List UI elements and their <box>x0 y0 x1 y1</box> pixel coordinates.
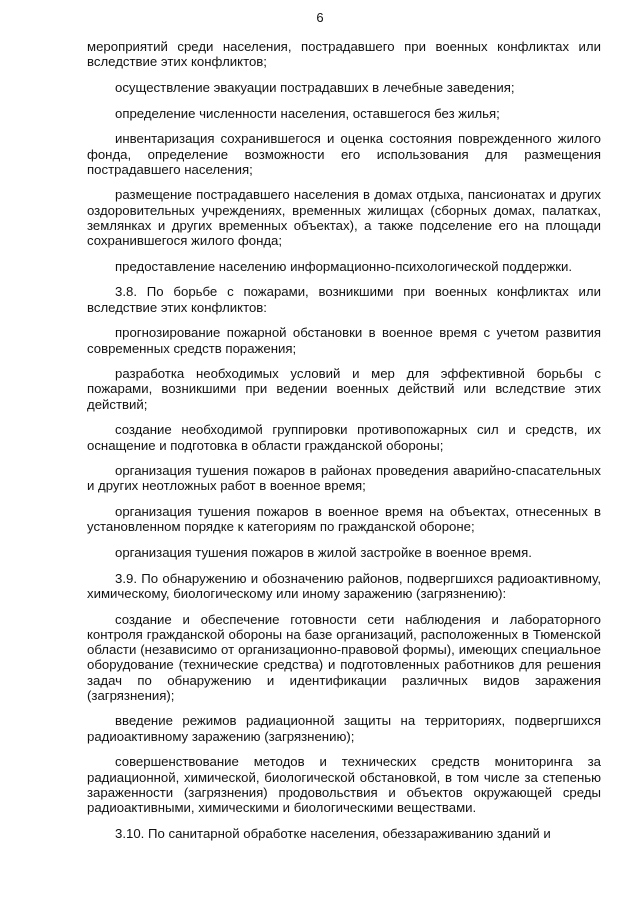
paragraph: совершенствование методов и технических средств мониторинга за радиационной, химической, биологической обстановкой, в том числе за степенью зараженности (загрязнения) продовольствия и объектов окружающей среды радиоактивными, химическими и биологическими веществами. <box>87 754 601 815</box>
section-heading-3-8: 3.8. По борьбе с пожарами, возникшими при военных конфликтах или вследствие этих конфликтов: <box>87 284 601 315</box>
section-heading-3-10: 3.10. По санитарной обработке населения, обеззараживанию зданий и <box>115 825 551 841</box>
paragraph: разработка необходимых условий и мер для эффективной борьбы с пожарами, возникшими при ведении военных действий или вследствие этих действий; <box>87 366 601 412</box>
paragraph: создание и обеспечение готовности сети наблюдения и лабораторного контроля гражданской обороны на базе организаций, расположенных в Тюменской области (независимо от организационно-правовой формы), имеющих специальное оборудование (технические средства) и подготовленных работников для решения задач по обнаружению и идентификации различных видов заражения (загрязнения); <box>87 611 601 703</box>
paragraph-continuation: мероприятий среди населения, пострадавшего при военных конфликтах или вследствие этих конфликтов; <box>87 39 601 70</box>
paragraph: определение численности населения, оставшегося без жилья; <box>115 105 500 121</box>
paragraph: предоставление населению информационно-психологической поддержки. <box>115 258 573 274</box>
paragraph: прогнозирование пожарной обстановки в военное время с учетом развития современных средств поражения; <box>87 325 601 356</box>
page-number: 6 <box>316 10 324 25</box>
paragraph: организация тушения пожаров в жилой застройке в военное время. <box>115 545 532 561</box>
section-heading-3-9: 3.9. По обнаружению и обозначению районов, подвергшихся радиоактивному, химическому, биологическому или иному заражению (загрязнению): <box>87 570 601 601</box>
document-body <box>87 39 601 841</box>
paragraph: организация тушения пожаров в военное время на объектах, отнесенных в установленном порядке к категориям по гражданской обороне; <box>87 504 601 535</box>
paragraph: введение режимов радиационной защиты на территориях, подвергшихся радиоактивному заражению (загрязнению); <box>87 713 601 744</box>
paragraph: осуществление эвакуации пострадавших в лечебные заведения; <box>115 79 515 95</box>
paragraph: размещение пострадавшего населения в домах отдыха, пансионатах и других оздоровительных учреждениях, временных жилищах (сборных домах, палатках, землянках и других временных объектах), а также подселение его на площади сохранившегося жилого фонда; <box>87 187 601 249</box>
paragraph: инвентаризация сохранившегося и оценка состояния поврежденного жилого фонда, определение возможности его использования для размещения пострадавшего населения; <box>87 131 601 177</box>
paragraph: организация тушения пожаров в районах проведения аварийно-спасательных и других неотложных работ в военное время; <box>87 463 601 494</box>
paragraph: создание необходимой группировки противопожарных сил и средств, их оснащение и подготовка в области гражданской обороны; <box>87 422 601 453</box>
